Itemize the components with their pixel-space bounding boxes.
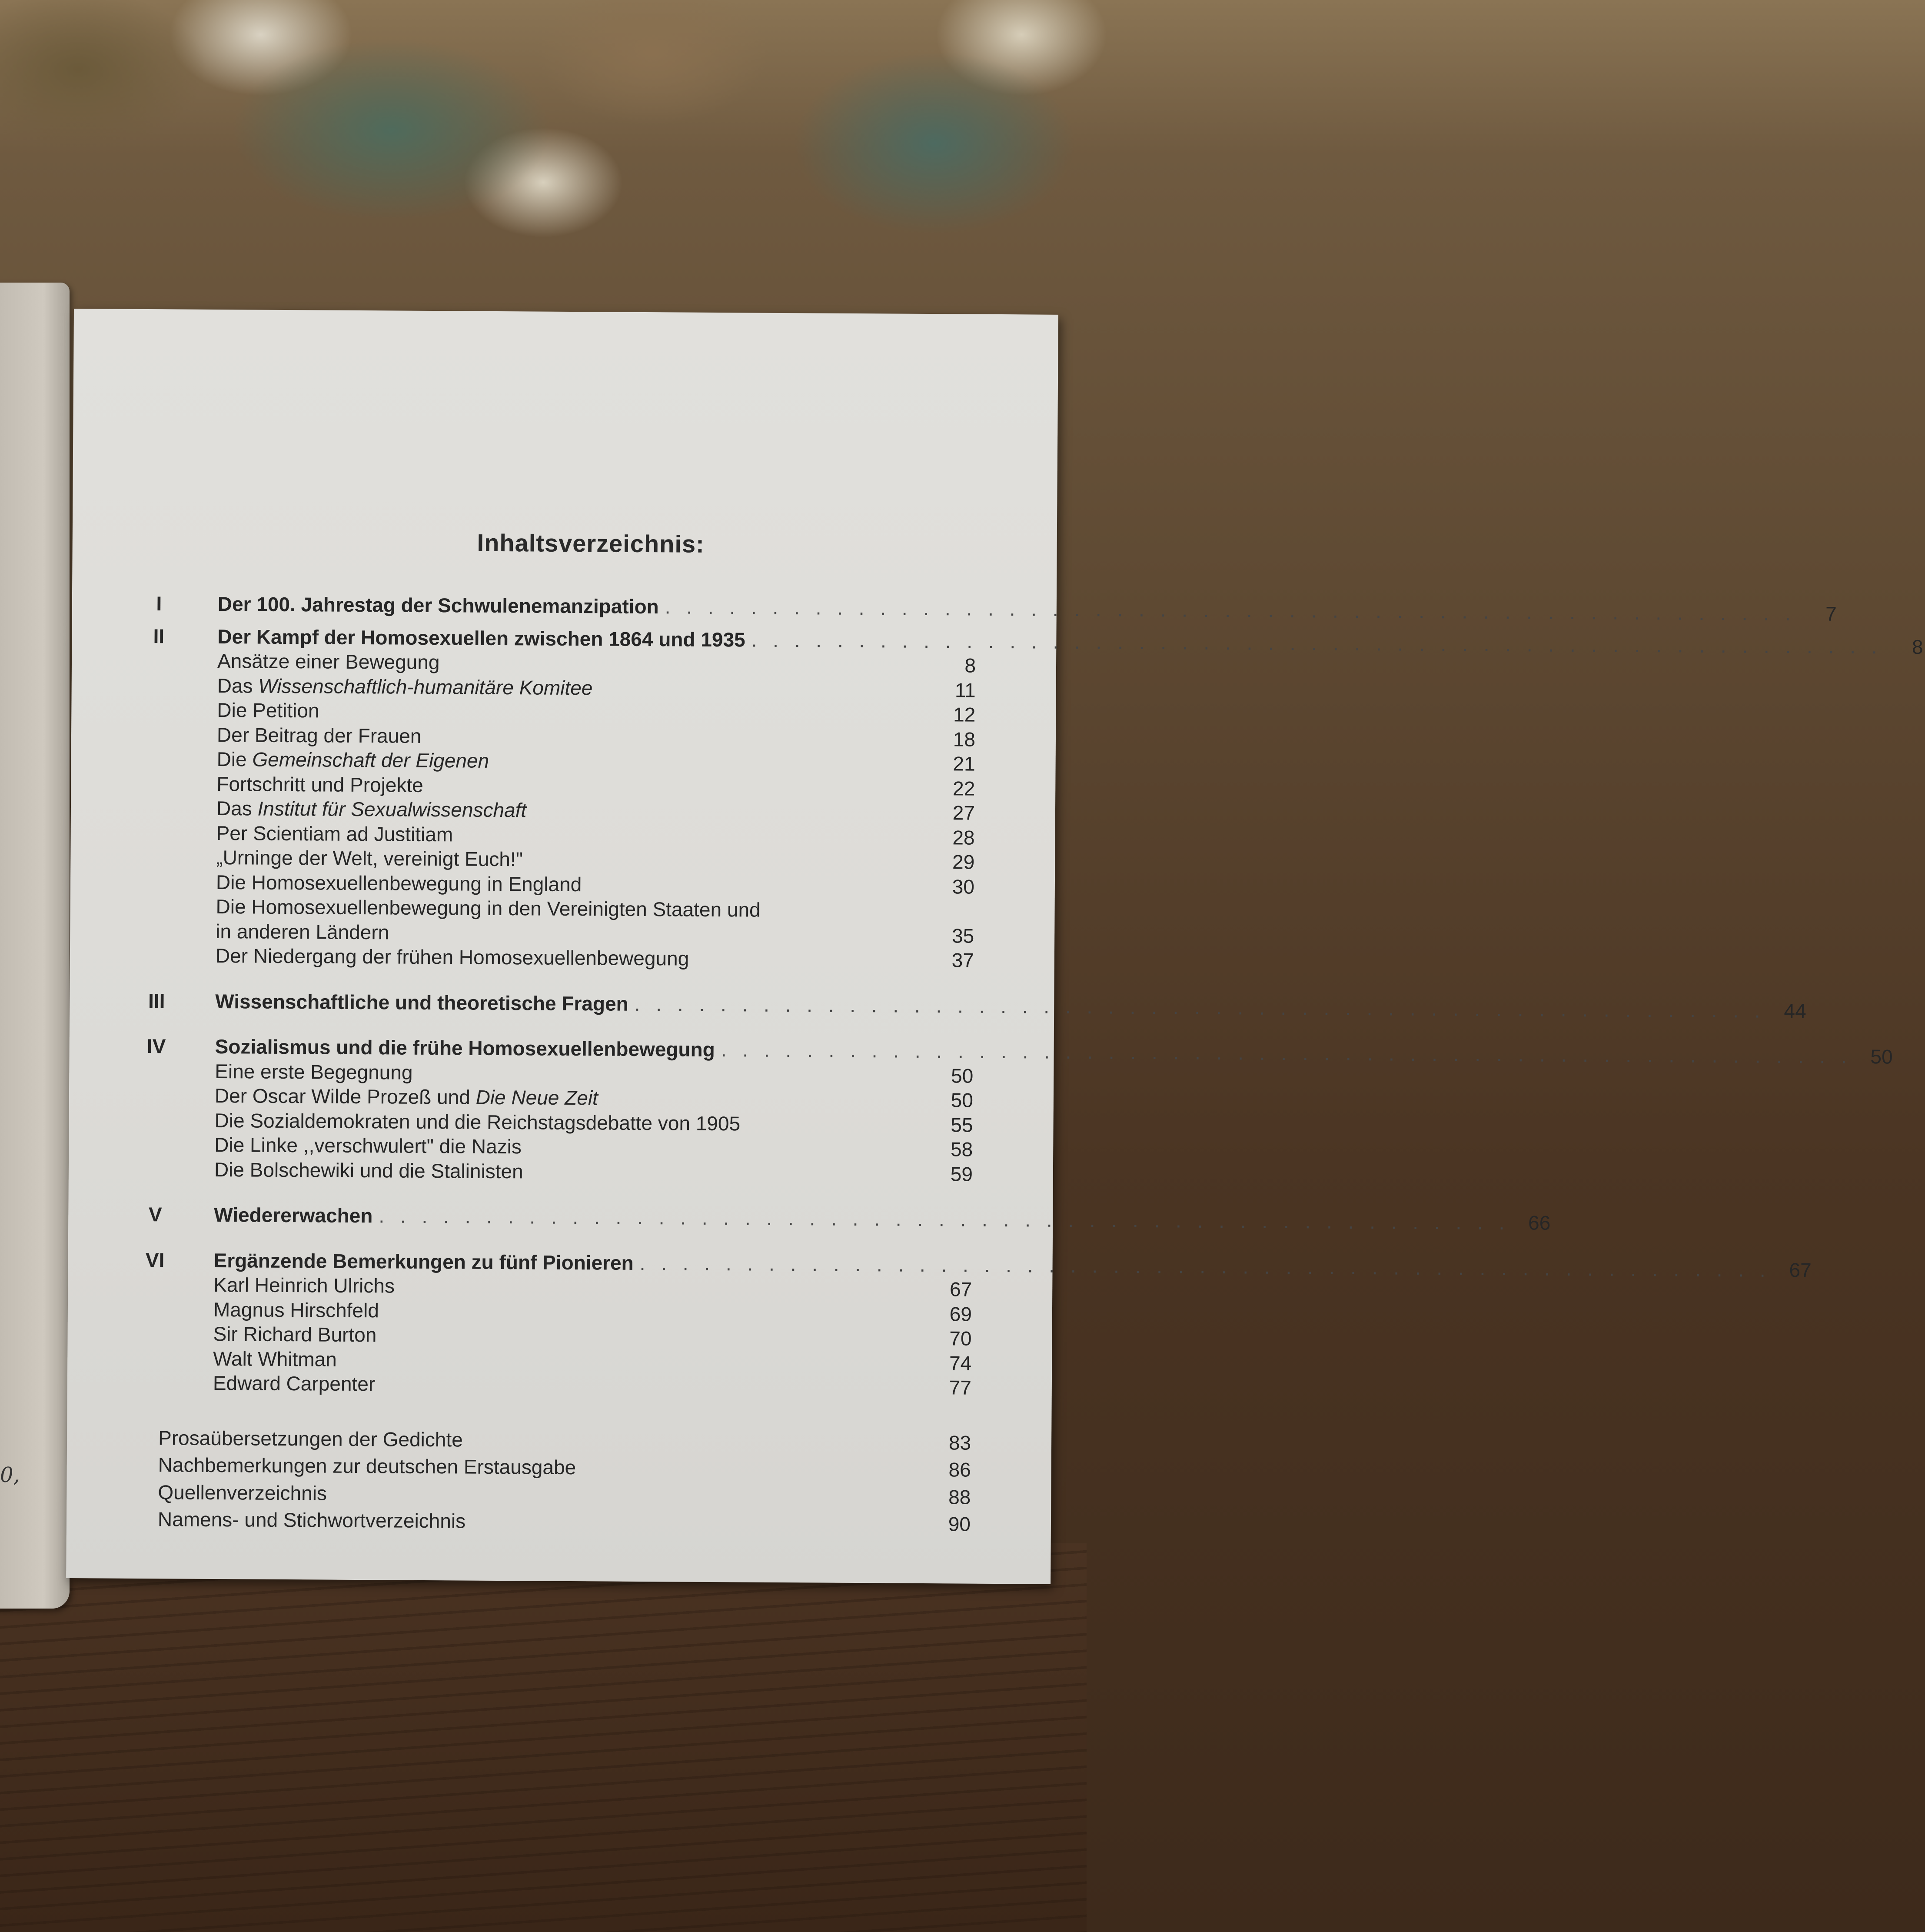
toc-chapter-row [213, 1249, 1812, 1281]
toc-section-row [213, 1371, 971, 1400]
chapter-number: IV [146, 1035, 166, 1058]
page-number: 21 [953, 752, 975, 775]
dot-leader: . . . . . . . . . . . . . . . . . . . . . . . . . . . . . . . . . . . . . . . . . . . . . . . . . . . . . [751, 628, 1882, 658]
toc-appendix-row [158, 1453, 971, 1482]
chapter-title: Sozialismus und die frühe Homosexuellenbewegung [215, 1035, 715, 1061]
toc-section-row [213, 1298, 972, 1327]
page-number: 59 [950, 1162, 973, 1186]
toc-heading: Inhaltsverzeichnis: [477, 529, 705, 558]
dot-leader: . . . . . . . . . . . . . . . . . . . . . . . . . . . . . . . . . . . . . . . . . . . . . . . . . . . . . [634, 992, 1765, 1022]
toc-chapter-row [215, 1035, 1893, 1068]
page-number: 18 [953, 727, 976, 751]
section-title: Die Bolschewiki und die Stalinisten [214, 1158, 523, 1183]
page-number: 88 [948, 1485, 971, 1509]
page-number: 90 [948, 1512, 971, 1536]
page-number: 50 [951, 1064, 974, 1087]
wooden-table [0, 1543, 1087, 1932]
page-number: 8 [1912, 635, 1923, 658]
section-title: Der Oscar Wilde Prozeß und Die Neue Zeit [214, 1084, 598, 1109]
toc-section-row [215, 1059, 973, 1089]
section-title: Edward Carpenter [213, 1372, 376, 1396]
section-title: Karl Heinrich Ulrichs [213, 1273, 395, 1297]
left-page-mark: 0, [0, 1463, 20, 1487]
dot-leader: . . . . . . . . . . . . . . . . . . . . . . . . . . . . . . . . . . . . . . . . . . . . . . . . . . . . . [639, 1251, 1771, 1281]
toc-section-row [216, 944, 974, 973]
section-title: Das Institut für Sexualwissenschaft [216, 797, 527, 822]
page-number: 58 [950, 1138, 973, 1161]
chapter-number: II [153, 624, 165, 647]
section-title: Die Petition [217, 699, 319, 722]
chapter-number: III [148, 989, 165, 1012]
page-number: 67 [949, 1278, 972, 1301]
toc-section-row [213, 1273, 972, 1302]
page-number: 22 [952, 776, 975, 800]
page-number: 30 [952, 875, 975, 898]
section-title: Die Homosexuellenbewegung in England [216, 870, 582, 896]
toc-section-row [213, 1347, 971, 1376]
table-of-contents [66, 309, 1923, 1584]
section-title: „Urninge der Welt, vereinigt Euch!" [216, 846, 523, 871]
toc-appendix-row [158, 1507, 971, 1536]
page-number: 35 [951, 924, 974, 947]
section-title: Eine erste Begegnung [215, 1059, 413, 1084]
section-title: Sir Richard Burton [213, 1322, 377, 1346]
dot-leader: . . . . . . . . . . . . . . . . . . . . . . . . . . . . . . . . . . . . . . . . . . . . . . . . . . . . . [721, 1038, 1852, 1068]
toc-section-row [217, 698, 975, 727]
page-number: 77 [949, 1376, 972, 1399]
toc-section-row [216, 919, 974, 949]
page-number: 37 [951, 949, 974, 972]
section-title: Die Gemeinschaft der Eigenen [216, 748, 489, 772]
toc-section-row [216, 846, 974, 875]
chapter-number: V [148, 1203, 162, 1226]
section-title: Die Linke ,,verschwulert" die Nazis [214, 1133, 522, 1158]
section-title: Der Niedergang der frühen Homosexuellenbewegung [215, 944, 689, 970]
chapter-title: Der 100. Jahrestag der Schwulenemanzipation [217, 593, 659, 618]
toc-section-row [216, 821, 974, 850]
toc-section-row [217, 649, 976, 678]
page-number: 29 [952, 850, 975, 873]
page-number: 83 [948, 1431, 971, 1454]
section-title: Das Wissenschaftlich-humanitäre Komitee [217, 674, 593, 699]
section-title: Fortschritt und Projekte [216, 772, 424, 796]
section-title: Per Scientiam ad Justitiam [216, 821, 453, 846]
section-title: Der Beitrag der Frauen [216, 723, 422, 747]
page-number: 67 [1789, 1258, 1812, 1281]
chapter-title: Wissenschaftliche und theoretische Fragen [215, 989, 628, 1015]
page-number: 69 [949, 1302, 972, 1326]
chapter-number: I [156, 592, 162, 615]
section-title: Walt Whitman [213, 1347, 337, 1371]
toc-section-row [217, 674, 976, 703]
toc-section-row [216, 870, 974, 899]
page-number: 8 [964, 654, 976, 677]
page-number: 12 [953, 703, 976, 726]
page-number: 86 [948, 1458, 971, 1481]
toc-section-row [216, 895, 974, 924]
chapter-number: VI [145, 1248, 165, 1271]
page-number: 7 [1825, 602, 1837, 625]
page-number: 11 [954, 678, 976, 702]
book-page [66, 309, 1923, 1584]
toc-chapter-row [217, 592, 1837, 625]
page-number: 27 [952, 801, 975, 824]
toc-section-row [213, 1322, 971, 1351]
toc-appendix-row [158, 1480, 971, 1509]
page-number: 50 [1870, 1045, 1893, 1068]
page-number: 55 [951, 1113, 973, 1136]
toc-section-row [216, 772, 975, 801]
toc-section-row [217, 747, 975, 776]
chapter-title: Ergänzende Bemerkungen zu fünf Pionieren [213, 1249, 634, 1274]
appendix-title: Prosaübersetzungen der Gedichte [158, 1426, 463, 1451]
toc-chapter-row [215, 989, 1806, 1022]
section-title: Ansätze einer Bewegung [217, 650, 440, 674]
chapter-title: Der Kampf der Homosexuellen zwischen 1864 und 1935 [217, 625, 745, 651]
section-title: Magnus Hirschfeld [213, 1298, 379, 1322]
toc-chapter-row [217, 625, 1923, 658]
toc-section-row [216, 796, 975, 826]
toc-section-row [217, 723, 975, 752]
page-number: 70 [949, 1327, 972, 1350]
toc-section-row [214, 1109, 973, 1138]
left-page-edge [0, 283, 70, 1609]
toc-appendix-row [158, 1426, 971, 1455]
dot-leader: . . . . . . . . . . . . . . . . . . . . . . . . . . . . . . . . . . . . . . . . . . . . . . . . . . . . . [379, 1204, 1510, 1234]
dot-leader: . . . . . . . . . . . . . . . . . . . . . . . . . . . . . . . . . . . . . . . . . . . . . . . . . . . . . [665, 595, 1796, 625]
appendix-title: Quellenverzeichnis [158, 1480, 327, 1505]
page-number: 44 [1784, 999, 1806, 1022]
page-number: 74 [949, 1351, 972, 1375]
toc-chapter-row [214, 1203, 1551, 1234]
page-number: 50 [951, 1089, 974, 1112]
chapter-title: Wiedererwachen [214, 1203, 373, 1227]
section-title: Die Sozialdemokraten und die Reichstagsdebatte von 1905 [214, 1109, 741, 1135]
toc-section-row [215, 1084, 973, 1113]
section-title: Die Homosexuellenbewegung in den Vereinigten Staaten und [216, 895, 761, 921]
appendix-title: Namens- und Stichwortverzeichnis [157, 1508, 466, 1532]
page-number: 28 [952, 826, 975, 849]
appendix-title: Nachbemerkungen zur deutschen Erstausgabe [158, 1453, 576, 1479]
toc-section-row [214, 1158, 973, 1187]
toc-section-row [214, 1133, 973, 1162]
section-title: in anderen Ländern [216, 919, 389, 943]
page-number: 66 [1528, 1211, 1551, 1234]
